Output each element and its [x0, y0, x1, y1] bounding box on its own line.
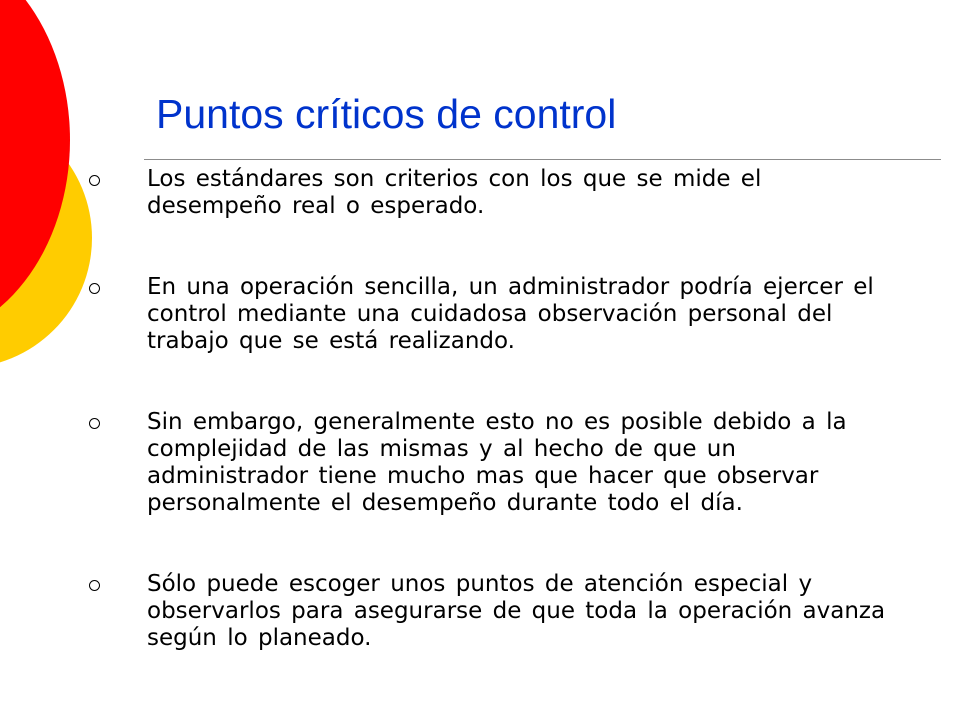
- hollow-circle-bullet-icon: [89, 580, 100, 591]
- hollow-circle-bullet-icon: [89, 418, 100, 429]
- title-divider: [144, 159, 941, 160]
- hollow-circle-bullet-icon: [89, 283, 100, 294]
- bullet-item: [0, 409, 960, 517]
- slide-title: Puntos críticos de control: [156, 91, 617, 137]
- bullet-text: Sólo puede escoger unos puntos de atención especial y observarlos para asegurarse de que toda la operación avanza según lo planeado.: [147, 571, 886, 651]
- bullet-list: [0, 166, 960, 706]
- bullet-item: [0, 571, 960, 652]
- bullet-text: En una operación sencilla, un administrador podría ejercer el control mediante una cuidadosa observación personal del trabajo que se está realizando.: [147, 274, 874, 354]
- bullet-text: Sin embargo, generalmente esto no es posible debido a la complejidad de las mismas y al hecho de que un administrador tiene mucho mas que hacer que observar personalmente el desempeño durante todo el día.: [147, 409, 847, 516]
- bullet-item: [0, 274, 960, 355]
- bullet-item: [0, 166, 960, 220]
- hollow-circle-bullet-icon: [89, 175, 100, 186]
- bullet-text: Los estándares son criterios con los que se mide el desempeño real o esperado.: [147, 166, 762, 219]
